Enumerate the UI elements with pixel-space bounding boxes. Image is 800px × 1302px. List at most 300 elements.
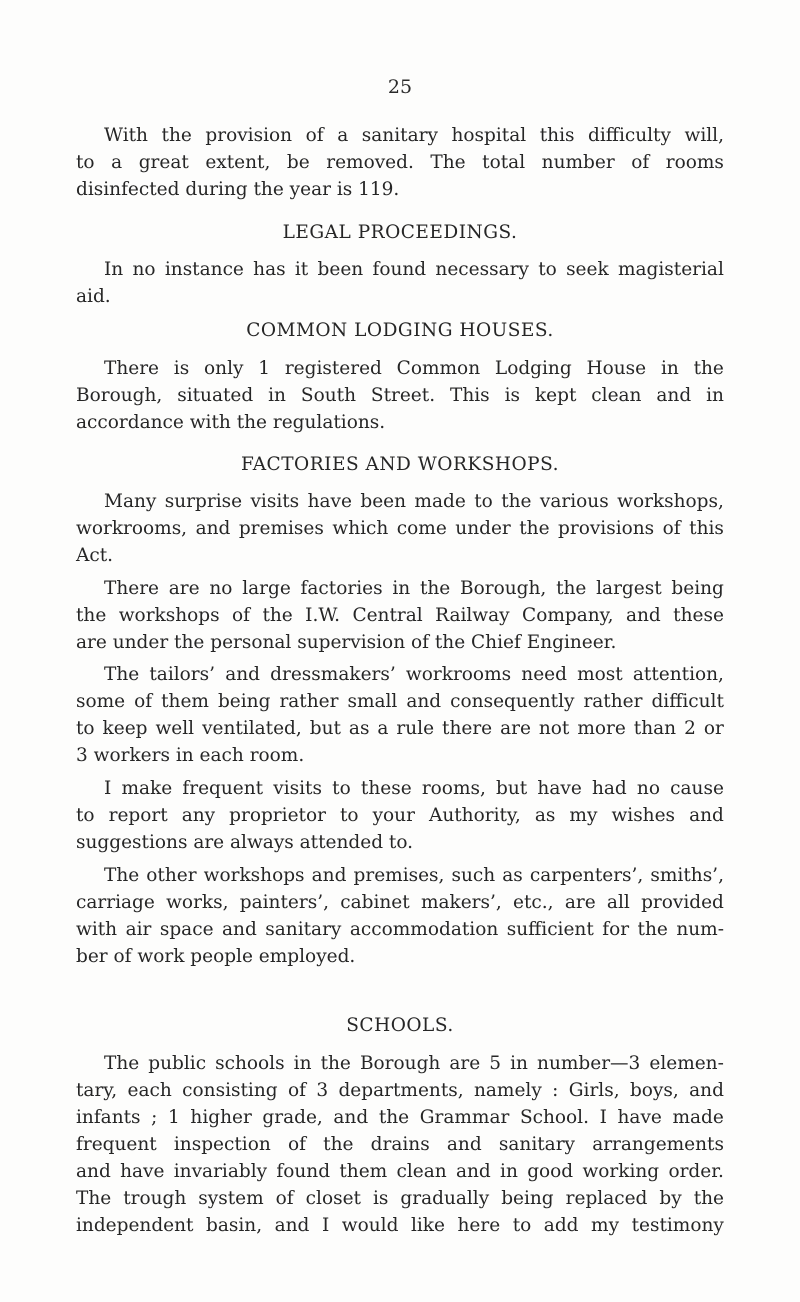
word: such	[451, 865, 496, 886]
word: workshops	[118, 605, 220, 626]
word: The	[430, 152, 466, 173]
word: being	[671, 578, 724, 599]
word: rooms,	[421, 778, 486, 799]
word: a	[377, 718, 389, 739]
word: workshops	[203, 865, 305, 886]
word: premises,	[353, 865, 445, 886]
word: in	[660, 358, 679, 379]
text-line: disinfected during the year is 119.	[76, 179, 400, 200]
word: no	[209, 578, 233, 599]
word: sanitary	[265, 919, 342, 940]
word: need	[521, 664, 567, 685]
word: the	[378, 1107, 410, 1128]
section-heading-schools: SCHOOLS.	[346, 1015, 454, 1036]
word: rooms	[665, 152, 724, 173]
word: I.W.	[305, 605, 341, 626]
word: The	[104, 865, 140, 886]
word: found	[276, 1161, 331, 1182]
text-line	[76, 661, 724, 688]
word: large	[242, 578, 291, 599]
word: and	[76, 1161, 111, 1182]
word: workrooms,	[76, 518, 188, 539]
word: attention,	[632, 664, 724, 685]
word: and	[333, 1107, 369, 1128]
word: makers’,	[420, 892, 502, 913]
word: consequently	[450, 691, 575, 712]
word: well	[155, 718, 195, 739]
word: The	[76, 1188, 112, 1209]
text-line	[76, 122, 724, 149]
word: I	[599, 1107, 607, 1128]
word: to	[332, 778, 351, 799]
word: small	[347, 691, 398, 712]
word: are	[168, 578, 200, 599]
word: the	[323, 1134, 354, 1155]
word: space	[159, 919, 214, 940]
word: Borough	[359, 1053, 441, 1074]
page-number: 25	[387, 76, 413, 98]
word: Authority,	[428, 805, 521, 826]
text-line: 3 workers in each room.	[76, 745, 305, 766]
schools-paragraph	[76, 1050, 724, 1239]
word: necessary	[435, 259, 529, 280]
word: In	[104, 259, 124, 280]
word: workshops,	[617, 491, 724, 512]
word: the	[556, 578, 587, 599]
word: cause	[670, 778, 724, 799]
text-line: accordance with the regulations.	[76, 412, 386, 433]
word: to	[474, 491, 493, 512]
word: kept	[534, 385, 577, 406]
word: situated	[177, 385, 254, 406]
word: of	[232, 605, 251, 626]
word: seek	[566, 259, 609, 280]
text-line: are under the personal supervision of the Chief Engineer.	[76, 632, 617, 653]
word: to	[76, 718, 95, 739]
word: higher	[190, 1107, 252, 1128]
word: are	[500, 718, 531, 739]
word: these	[673, 605, 724, 626]
text-line: suggestions are always attended to.	[76, 832, 414, 853]
word: most	[577, 664, 623, 685]
word: I	[104, 778, 112, 799]
word: is	[173, 358, 190, 379]
word: Railway	[435, 605, 510, 626]
word: of	[287, 1080, 306, 1101]
schools-section	[76, 1012, 724, 1039]
factories-paragraph-1	[76, 488, 724, 569]
text-line	[76, 802, 724, 829]
word: of	[287, 1134, 306, 1155]
word: of	[631, 152, 650, 173]
word: Central	[352, 605, 423, 626]
word: the	[262, 605, 293, 626]
word: accommodation	[349, 919, 499, 940]
word: with	[76, 919, 118, 940]
word: and	[406, 691, 442, 712]
word: more	[577, 718, 626, 739]
word: and	[455, 1161, 491, 1182]
text-line	[76, 602, 724, 629]
word: have	[120, 1161, 165, 1182]
word: replaced	[565, 1188, 648, 1209]
word: working	[582, 1161, 660, 1182]
word: a	[337, 125, 349, 146]
word: elemen-	[649, 1053, 724, 1074]
factories-paragraph-4	[76, 775, 724, 856]
word: magisterial	[617, 259, 724, 280]
word: Street.	[370, 385, 436, 406]
word: basin,	[206, 1215, 263, 1236]
word: namely	[473, 1080, 542, 1101]
word: to	[538, 259, 557, 280]
word: all	[606, 892, 630, 913]
word: premises	[238, 518, 324, 539]
word: painters’,	[239, 892, 329, 913]
text-line	[76, 775, 724, 802]
word: removed.	[326, 152, 414, 173]
word: sanitary	[498, 1134, 575, 1155]
word: system	[198, 1188, 264, 1209]
word: this	[539, 125, 575, 146]
word: factories	[300, 578, 383, 599]
word: found	[372, 259, 427, 280]
text-line: aid.	[76, 286, 111, 307]
word: infants	[76, 1107, 141, 1128]
text-line	[76, 1185, 724, 1212]
word: and	[689, 805, 724, 826]
word: of	[305, 125, 324, 146]
word: total	[482, 152, 526, 173]
word: will,	[684, 125, 724, 146]
word: it	[294, 259, 309, 280]
word: Girls,	[568, 1080, 620, 1101]
word: provisions	[558, 518, 655, 539]
word: :	[552, 1080, 559, 1101]
word: report	[108, 805, 168, 826]
word: of	[662, 518, 681, 539]
word: in	[293, 1053, 312, 1074]
word: The	[104, 664, 140, 685]
word: the	[519, 518, 550, 539]
word: 2	[684, 718, 696, 739]
word: etc.,	[513, 892, 554, 913]
word: Company,	[522, 605, 614, 626]
text-line	[76, 1050, 724, 1077]
word: ;	[151, 1107, 158, 1128]
word: difficulty	[588, 125, 671, 146]
text-line	[76, 355, 724, 382]
word: the	[419, 578, 451, 599]
word: be	[286, 152, 310, 173]
word: had	[591, 778, 627, 799]
section-heading-factories: FACTORIES AND WORKSHOPS.	[240, 454, 560, 475]
word: wishes	[611, 805, 676, 826]
word: Common	[396, 358, 481, 379]
text-line	[76, 382, 724, 409]
word: surprise	[164, 491, 243, 512]
word: rather	[279, 691, 339, 712]
word: them	[339, 1161, 388, 1182]
word: Borough,	[460, 578, 547, 599]
word: to	[512, 1215, 532, 1236]
word: no	[132, 259, 156, 280]
word: largest	[596, 578, 662, 599]
word: order.	[668, 1161, 724, 1182]
word: boys,	[629, 1080, 679, 1101]
word: gradually	[400, 1188, 490, 1209]
word: frequent	[182, 778, 264, 799]
continuation-paragraph	[76, 122, 724, 203]
word: public	[148, 1053, 207, 1074]
word: departments,	[338, 1080, 464, 1101]
word: proprietor	[229, 805, 326, 826]
word: the	[76, 605, 107, 626]
word: but	[309, 718, 341, 739]
word: the	[693, 358, 724, 379]
word: made	[414, 491, 466, 512]
word: rather	[583, 691, 643, 712]
word: under	[455, 518, 511, 539]
word: number—3	[537, 1053, 641, 1074]
word: to	[76, 805, 95, 826]
word: are	[449, 1053, 481, 1074]
word: sanitary	[361, 125, 438, 146]
word: School.	[519, 1107, 589, 1128]
word: to	[339, 805, 359, 826]
word: clean	[396, 1161, 447, 1182]
word: great	[138, 152, 189, 173]
word: them	[161, 691, 209, 712]
word: been	[317, 259, 364, 280]
word: rule	[396, 718, 435, 739]
word: in	[510, 1053, 528, 1074]
word: and	[195, 518, 231, 539]
legal-proceedings-section	[76, 219, 724, 246]
word: tailors’	[149, 664, 216, 685]
word: make	[121, 778, 173, 799]
word: Lodging	[494, 358, 572, 379]
factories-paragraph-3	[76, 661, 724, 769]
word: as	[534, 805, 556, 826]
word: some	[76, 691, 126, 712]
word: other	[146, 865, 197, 886]
word: Borough,	[76, 385, 163, 406]
word: 3	[316, 1080, 329, 1101]
word: workrooms	[405, 664, 512, 685]
word: sufficient	[506, 919, 594, 940]
word: The	[104, 1053, 140, 1074]
section-heading-lodging: COMMON LODGING HOUSES.	[246, 320, 554, 341]
legal-proceedings-paragraph	[76, 256, 724, 310]
word: as	[502, 865, 523, 886]
section-heading-legal: LEGAL PROCEEDINGS.	[282, 222, 518, 243]
word: visits	[250, 491, 300, 512]
word: Grammar	[419, 1107, 510, 1128]
word: the	[161, 125, 192, 146]
word: come	[396, 518, 447, 539]
word: carpenters’,	[529, 865, 644, 886]
word: the	[501, 491, 532, 512]
word: and	[446, 1134, 482, 1155]
word: my	[569, 805, 598, 826]
text-line	[76, 1131, 724, 1158]
word: This	[450, 385, 490, 406]
word: and	[689, 1080, 724, 1101]
word: difficult	[651, 691, 724, 712]
text-line	[76, 862, 724, 889]
word: for	[602, 919, 630, 940]
word: air	[125, 919, 152, 940]
word: by	[659, 1188, 682, 1209]
text-line	[76, 916, 724, 943]
lodging-houses-section	[76, 317, 724, 344]
text-line	[76, 688, 724, 715]
word: There	[104, 578, 159, 599]
word: these	[360, 778, 412, 799]
word: is	[372, 1188, 389, 1209]
word: consisting	[182, 1080, 278, 1101]
word: and	[222, 919, 257, 940]
text-line	[76, 488, 724, 515]
word: of	[134, 691, 153, 712]
word: no	[636, 778, 660, 799]
factories-section	[76, 451, 724, 478]
word: clean	[591, 385, 642, 406]
lodging-houses-paragraph	[76, 355, 724, 436]
text-line	[76, 256, 724, 283]
word: made	[672, 1107, 724, 1128]
word: number	[541, 152, 615, 173]
word: of	[275, 1188, 294, 1209]
word: good	[527, 1161, 574, 1182]
text-line: ber of work people employed.	[76, 946, 356, 967]
word: or	[703, 718, 724, 739]
word: any	[181, 805, 216, 826]
factories-paragraph-2	[76, 575, 724, 656]
word: is	[504, 385, 521, 406]
word: has	[253, 259, 286, 280]
word: closet	[305, 1188, 361, 1209]
word: keep	[102, 718, 148, 739]
word: ventilated,	[202, 718, 302, 739]
word: and	[625, 605, 661, 626]
word: Many	[104, 491, 157, 512]
word: been	[360, 491, 407, 512]
word: but	[496, 778, 528, 799]
word: than	[633, 718, 677, 739]
text-line	[76, 1158, 724, 1185]
word: invariably	[173, 1161, 268, 1182]
word: testimony	[631, 1215, 724, 1236]
word: would	[341, 1215, 399, 1236]
word: to	[76, 152, 95, 173]
text-line	[76, 149, 724, 176]
text-line	[76, 715, 724, 742]
word: frequent	[76, 1134, 157, 1155]
word: are	[564, 892, 596, 913]
word: 5	[489, 1053, 502, 1074]
word: have	[617, 1107, 662, 1128]
word: There	[104, 358, 159, 379]
word: and	[274, 1215, 310, 1236]
word: provision	[205, 125, 293, 146]
word: independent	[76, 1215, 194, 1236]
word: num-	[676, 919, 724, 940]
word: inspection	[173, 1134, 271, 1155]
word: the	[637, 919, 668, 940]
text-line	[76, 1212, 724, 1239]
text-line: Act.	[76, 545, 114, 566]
word: South	[300, 385, 356, 406]
text-line	[76, 1077, 724, 1104]
word: there	[442, 718, 493, 739]
word: drains	[370, 1134, 430, 1155]
word: hospital	[451, 125, 527, 146]
word: each	[127, 1080, 172, 1101]
word: in	[268, 385, 286, 406]
word: works,	[166, 892, 229, 913]
word: have	[537, 778, 582, 799]
word: tary,	[76, 1080, 118, 1101]
text-line	[76, 889, 724, 916]
word: trough	[123, 1188, 187, 1209]
word: being	[217, 691, 271, 712]
word: 1	[168, 1107, 180, 1128]
word: With	[104, 125, 148, 146]
word: schools	[215, 1053, 285, 1074]
word: and	[225, 664, 260, 685]
word: like	[410, 1215, 445, 1236]
word: grade,	[262, 1107, 323, 1128]
word: carriage	[76, 892, 155, 913]
word: which	[332, 518, 389, 539]
word: extent,	[205, 152, 271, 173]
word: registered	[284, 358, 382, 379]
word: visits	[273, 778, 322, 799]
word: being	[501, 1188, 554, 1209]
word: cabinet	[340, 892, 410, 913]
word: the	[320, 1053, 351, 1074]
word: here	[457, 1215, 501, 1236]
text-line	[76, 1104, 724, 1131]
word: instance	[164, 259, 244, 280]
factories-paragraph-5	[76, 862, 724, 970]
word: and	[311, 865, 347, 886]
word: smiths’,	[650, 865, 724, 886]
word: House	[586, 358, 647, 379]
word: in	[392, 578, 411, 599]
word: various	[539, 491, 609, 512]
word: my	[591, 1215, 620, 1236]
word: dressmakers’	[270, 664, 396, 685]
word: provided	[641, 892, 724, 913]
word: the	[693, 1188, 724, 1209]
text-line	[76, 515, 724, 542]
word: have	[307, 491, 352, 512]
text-line	[76, 575, 724, 602]
word: this	[689, 518, 724, 539]
word: your	[372, 805, 415, 826]
word: not	[538, 718, 570, 739]
word: add	[543, 1215, 579, 1236]
word: a	[111, 152, 123, 173]
word: as	[348, 718, 370, 739]
word: I	[321, 1215, 330, 1236]
word: in	[706, 385, 724, 406]
word: arrangements	[592, 1134, 724, 1155]
word: only	[204, 358, 244, 379]
